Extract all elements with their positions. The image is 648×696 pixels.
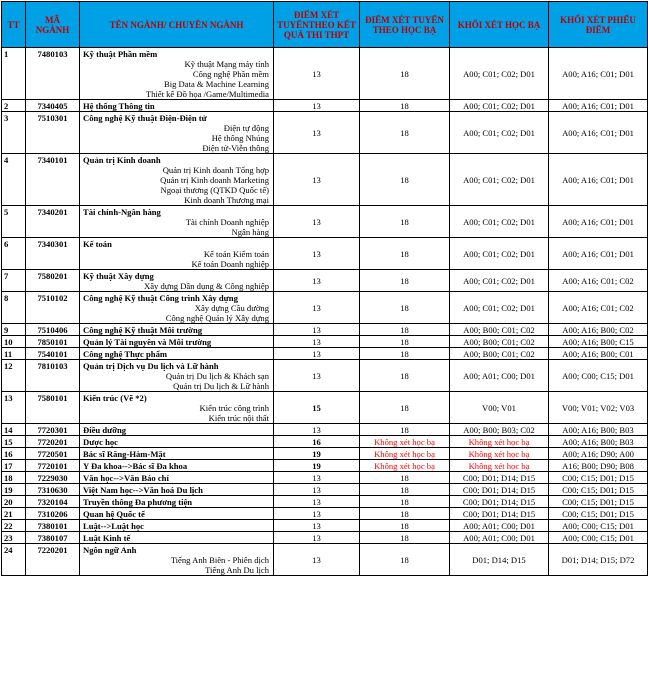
row-number: 17 [2, 460, 26, 472]
khoi-hocba: A00; A01; C00; D01 [450, 360, 549, 392]
row-number: 19 [2, 484, 26, 496]
khoi-hocba: A00; C01; C02; D01 [450, 270, 549, 292]
thpt-score: 13 [274, 206, 360, 238]
khoi-phieu: C00; C15; D01; D15 [549, 472, 648, 484]
khoi-hocba: A00; C01; C02; D01 [450, 48, 549, 100]
specialization: Kiến trúc nội thất [208, 413, 269, 423]
major-name-cell [80, 424, 274, 436]
specialization: Thiết kế Đồ họa /Game/Multimedia [145, 89, 269, 99]
major-name: Hệ thống Thông tin [83, 101, 155, 111]
specialization: Kiến trúc công trình [199, 403, 269, 413]
header-code: MÃ NGÀNH [26, 2, 80, 48]
khoi-phieu: A00; C00; C15; D01 [549, 520, 648, 532]
table-body [2, 48, 648, 576]
major-name: Bác sĩ Răng-Hàm-Mặt [83, 449, 166, 459]
khoi-hocba: C00; D01; D14; D15 [450, 508, 549, 520]
khoi-phieu: A00; A16; C01; D01 [549, 48, 648, 100]
row-number: 3 [2, 112, 26, 154]
table-row [2, 392, 648, 424]
header-hocba-score: ĐIỂM XÉT TUYỂN THEO HỌC BẠ [360, 2, 450, 48]
major-code: 7540101 [26, 348, 80, 360]
row-number: 18 [2, 472, 26, 484]
specialization: Công nghệ Quản lý Xây dựng [165, 313, 269, 323]
hocba-score: 18 [360, 270, 450, 292]
khoi-hocba: A00; C01; C02; D01 [450, 154, 549, 206]
khoi-phieu: A00; A16; C01; D01 [549, 206, 648, 238]
table-row [2, 424, 648, 436]
khoi-hocba: A00; C01; C02; D01 [450, 292, 549, 324]
thpt-score: 19 [274, 460, 360, 472]
khoi-phieu: A00; A16; C01; D01 [549, 112, 648, 154]
khoi-phieu: A00; A16; B00; C15 [549, 336, 648, 348]
row-number: 5 [2, 206, 26, 238]
specialization: Quản trị Kinh doanh Tổng hợp [162, 165, 269, 175]
khoi-phieu: A00; A16; C01; D01 [549, 238, 648, 270]
khoi-hocba: Không xét học bạ [450, 436, 549, 448]
table-row [2, 154, 648, 206]
hocba-score: Không xét học bạ [360, 448, 450, 460]
major-name: Ngôn ngữ Anh [83, 545, 137, 555]
major-code: 7720301 [26, 424, 80, 436]
row-number: 16 [2, 448, 26, 460]
major-name: Công nghệ Thực phẩm [83, 349, 168, 359]
table-row [2, 336, 648, 348]
row-number: 23 [2, 532, 26, 544]
major-name-cell [80, 484, 274, 496]
row-number: 4 [2, 154, 26, 206]
major-name: Công nghệ Kỹ thuật Môi trường [83, 325, 203, 335]
thpt-score: 13 [274, 472, 360, 484]
major-name-cell [80, 206, 274, 238]
major-code: 7320104 [26, 496, 80, 508]
hocba-score: 18 [360, 496, 450, 508]
specialization: Tiếng Anh Biên - Phiên dịch [170, 555, 269, 565]
major-name: Việt Nam học-->Văn hoá Du lịch [83, 485, 203, 495]
major-code: 7310206 [26, 508, 80, 520]
major-name-cell [80, 472, 274, 484]
table-row [2, 484, 648, 496]
table-row [2, 472, 648, 484]
row-number: 10 [2, 336, 26, 348]
khoi-hocba: A00; C01; C02; D01 [450, 100, 549, 112]
khoi-phieu: D01; D14; D15; D72 [549, 544, 648, 576]
khoi-hocba: A00; C01; C02; D01 [450, 238, 549, 270]
hocba-score: 18 [360, 508, 450, 520]
major-name-cell [80, 238, 274, 270]
admission-table [1, 1, 648, 576]
major-code: 7340101 [26, 154, 80, 206]
table-row [2, 448, 648, 460]
specialization: Quản trị Du lịch & Khách sạn [165, 371, 269, 381]
khoi-hocba: A00; B00; C01; C02 [450, 324, 549, 336]
khoi-hocba: Không xét học bạ [450, 460, 549, 472]
table-row [2, 238, 648, 270]
hocba-score: Không xét học bạ [360, 460, 450, 472]
table-row [2, 324, 648, 336]
khoi-phieu: A00; C00; C15; D01 [549, 360, 648, 392]
major-name-cell [80, 508, 274, 520]
thpt-score: 13 [274, 360, 360, 392]
major-code: 7340301 [26, 238, 80, 270]
thpt-score: 13 [274, 292, 360, 324]
hocba-score: 18 [360, 544, 450, 576]
hocba-score: 18 [360, 100, 450, 112]
table-row [2, 270, 648, 292]
major-code: 7480103 [26, 48, 80, 100]
hocba-score: 18 [360, 348, 450, 360]
specialization: Xây dựng Cầu đường [194, 303, 269, 313]
table-row [2, 436, 648, 448]
khoi-phieu: A00; A16; B00; B03 [549, 436, 648, 448]
hocba-score: 18 [360, 532, 450, 544]
major-name: Y Đa khoa-->Bác sĩ Đa khoa [83, 461, 188, 471]
khoi-phieu: C00; C15; D01; D15 [549, 496, 648, 508]
major-code: 7580201 [26, 270, 80, 292]
khoi-phieu: C00; C15; D01; D15 [549, 508, 648, 520]
hocba-score: 18 [360, 472, 450, 484]
table-row [2, 48, 648, 100]
major-name: Luật Kinh tế [83, 533, 131, 543]
header-khoi-phieu: KHỐI XÉT PHIẾU ĐIỂM [549, 2, 648, 48]
khoi-phieu: A00; A16; B00; C01 [549, 348, 648, 360]
major-code: 7380101 [26, 520, 80, 532]
khoi-hocba: D01; D14; D15 [450, 544, 549, 576]
thpt-score: 13 [274, 520, 360, 532]
thpt-score: 13 [274, 100, 360, 112]
hocba-score: 18 [360, 520, 450, 532]
major-name-cell [80, 112, 274, 154]
major-code: 7510406 [26, 324, 80, 336]
specialization: Ngân hàng [231, 227, 269, 237]
row-number: 15 [2, 436, 26, 448]
major-name-cell [80, 520, 274, 532]
thpt-score: 13 [274, 348, 360, 360]
major-name-cell [80, 460, 274, 472]
khoi-phieu: A00; A16; C01; D01 [549, 154, 648, 206]
major-name-cell [80, 496, 274, 508]
major-code: 7510301 [26, 112, 80, 154]
major-name-cell [80, 154, 274, 206]
khoi-hocba: Không xét học bạ [450, 448, 549, 460]
thpt-score: 19 [274, 448, 360, 460]
row-number: 2 [2, 100, 26, 112]
hocba-score: 18 [360, 324, 450, 336]
major-name: Luật-->Luật học [83, 521, 144, 531]
khoi-hocba: C00; D01; D14; D15 [450, 496, 549, 508]
major-code: 7720501 [26, 448, 80, 460]
thpt-score: 13 [274, 238, 360, 270]
thpt-score: 13 [274, 532, 360, 544]
thpt-score: 13 [274, 544, 360, 576]
row-number: 6 [2, 238, 26, 270]
major-name-cell [80, 336, 274, 348]
table-row [2, 112, 648, 154]
major-code: 7810103 [26, 360, 80, 392]
major-name: Kế toán [83, 239, 112, 249]
major-name: Công nghệ Kỹ thuật Điện-Điện tử [83, 113, 207, 123]
thpt-score: 13 [274, 496, 360, 508]
major-name-cell [80, 360, 274, 392]
major-name: Dược học [83, 437, 118, 447]
major-code: 7310630 [26, 484, 80, 496]
hocba-score: 18 [360, 336, 450, 348]
khoi-hocba: C00; D01; D14; D15 [450, 472, 549, 484]
major-name: Văn học-->Văn Báo chí [83, 473, 169, 483]
hocba-score: 18 [360, 112, 450, 154]
table-row [2, 460, 648, 472]
thpt-score: 16 [274, 436, 360, 448]
major-name-cell [80, 270, 274, 292]
specialization: Quản trị Du lịch & Lữ hành [173, 381, 269, 391]
major-name: Quan hệ Quốc tế [83, 509, 145, 519]
hocba-score: 18 [360, 392, 450, 424]
header-name: TÊN NGÀNH/ CHUYÊN NGÀNH [80, 2, 274, 48]
row-number: 11 [2, 348, 26, 360]
major-code: 7229030 [26, 472, 80, 484]
hocba-score: 18 [360, 484, 450, 496]
thpt-score: 13 [274, 154, 360, 206]
hocba-score: 18 [360, 292, 450, 324]
row-number: 8 [2, 292, 26, 324]
specialization: Big Data & Machine Learning [163, 79, 269, 89]
specialization: Kỹ thuật Mạng máy tính [184, 59, 269, 69]
thpt-score: 13 [274, 424, 360, 436]
hocba-score: 18 [360, 238, 450, 270]
row-number: 14 [2, 424, 26, 436]
khoi-phieu: A16; B00; D90; B08 [549, 460, 648, 472]
specialization: Xây dựng Dân dụng & Công nghiệp [144, 281, 269, 291]
major-code: 7340201 [26, 206, 80, 238]
row-number: 20 [2, 496, 26, 508]
major-name: Điều dưỡng [83, 425, 127, 435]
major-name-cell [80, 448, 274, 460]
header-row [2, 2, 648, 48]
specialization: Công nghệ Phần mềm [192, 69, 269, 79]
major-name: Công nghệ Kỹ thuật Công trình Xây dựng [83, 293, 238, 303]
row-number: 22 [2, 520, 26, 532]
hocba-score: Không xét học bạ [360, 436, 450, 448]
thpt-score: 13 [274, 48, 360, 100]
major-name-cell [80, 348, 274, 360]
khoi-hocba: A00; A01; C00; D01 [450, 520, 549, 532]
major-name: Quản trị Kinh doanh [83, 155, 161, 165]
major-name-cell [80, 532, 274, 544]
major-code: 7510102 [26, 292, 80, 324]
khoi-phieu: A00; A16; D90; A00 [549, 448, 648, 460]
major-code: 7720201 [26, 436, 80, 448]
row-number: 13 [2, 392, 26, 424]
specialization: Kế toán Kiểm toán [203, 249, 269, 259]
major-name: Kiến trúc (Vẽ *2) [83, 393, 147, 403]
khoi-hocba: A00; B00; C01; C02 [450, 336, 549, 348]
hocba-score: 18 [360, 424, 450, 436]
table-row [2, 292, 648, 324]
khoi-hocba: A00; C01; C02; D01 [450, 112, 549, 154]
major-name-cell [80, 292, 274, 324]
specialization: Kế toán Doanh nghiệp [191, 259, 269, 269]
major-code: 7340405 [26, 100, 80, 112]
table-row [2, 348, 648, 360]
major-name-cell [80, 436, 274, 448]
major-name-cell [80, 324, 274, 336]
specialization: Kinh doanh Thương mại [184, 195, 269, 205]
khoi-hocba: A00; A01; C00; D01 [450, 532, 549, 544]
thpt-score: 13 [274, 484, 360, 496]
table-row [2, 496, 648, 508]
table-row [2, 544, 648, 576]
major-name: Quản trị Dịch vụ Du lịch và Lữ hành [83, 361, 219, 371]
major-name: Truyền thông Đa phương tiện [83, 497, 193, 507]
header-tt: TT [2, 2, 26, 48]
major-name: Tài chính-Ngân hàng [83, 207, 161, 217]
hocba-score: 18 [360, 48, 450, 100]
major-code: 7380107 [26, 532, 80, 544]
table-row [2, 520, 648, 532]
table-row [2, 532, 648, 544]
major-name: Kỹ thuật Phần mềm [83, 49, 158, 59]
khoi-phieu: A00; C00; C15; D01 [549, 532, 648, 544]
khoi-phieu: A00; A16; C01; D01 [549, 100, 648, 112]
row-number: 7 [2, 270, 26, 292]
khoi-phieu: A00; A16; C01; C02 [549, 292, 648, 324]
major-name-cell [80, 100, 274, 112]
specialization: Tiếng Anh Du lịch [205, 565, 269, 575]
thpt-score: 13 [274, 324, 360, 336]
table-row [2, 206, 648, 238]
table-row [2, 508, 648, 520]
khoi-hocba: A00; C01; C02; D01 [450, 206, 549, 238]
khoi-phieu: A00; A16; B00; C02 [549, 324, 648, 336]
thpt-score: 13 [274, 270, 360, 292]
specialization: Điện tử-Viễn thông [202, 143, 269, 153]
khoi-phieu: V00; V01; V02; V03 [549, 392, 648, 424]
hocba-score: 18 [360, 154, 450, 206]
khoi-hocba: A00; B00; C01; C02 [450, 348, 549, 360]
hocba-score: 18 [360, 206, 450, 238]
major-name-cell [80, 392, 274, 424]
row-number: 1 [2, 48, 26, 100]
row-number: 9 [2, 324, 26, 336]
table-row [2, 100, 648, 112]
major-name: Quản lý Tài nguyên và Môi trường [83, 337, 212, 347]
khoi-phieu: C00; C15; D01; D15 [549, 484, 648, 496]
thpt-score: 15 [274, 392, 360, 424]
khoi-hocba: A00; B00; B03; C02 [450, 424, 549, 436]
khoi-phieu: A00; A16; C01; C02 [549, 270, 648, 292]
row-number: 24 [2, 544, 26, 576]
major-code: 7220201 [26, 544, 80, 576]
khoi-hocba: C00; D01; D14; D15 [450, 484, 549, 496]
major-code: 7850101 [26, 336, 80, 348]
specialization: Hệ thống Nhúng [211, 133, 269, 143]
header-thpt-score: ĐIỂM XÉT TUYỂNTHEO KẾT QUẢ THI THPT [274, 2, 360, 48]
specialization: Điện tự động [223, 123, 269, 133]
row-number: 21 [2, 508, 26, 520]
specialization: Tài chính Doanh nghiệp [185, 217, 269, 227]
thpt-score: 13 [274, 336, 360, 348]
specialization: Ngoại thương (QTKD Quốc tế) [160, 185, 269, 195]
specialization: Quản trị Kinh doanh Marketing [160, 175, 269, 185]
row-number: 12 [2, 360, 26, 392]
major-name-cell [80, 48, 274, 100]
major-name-cell [80, 544, 274, 576]
thpt-score: 13 [274, 112, 360, 154]
header-khoi-hocba: KHỐI XÉT HỌC BẠ [450, 2, 549, 48]
major-code: 7580101 [26, 392, 80, 424]
major-name: Kỹ thuật Xây dựng [83, 271, 154, 281]
thpt-score: 13 [274, 508, 360, 520]
hocba-score: 18 [360, 360, 450, 392]
table-row [2, 360, 648, 392]
major-code: 7720101 [26, 460, 80, 472]
khoi-hocba: V00; V01 [450, 392, 549, 424]
khoi-phieu: A00; A16; B00; B03 [549, 424, 648, 436]
